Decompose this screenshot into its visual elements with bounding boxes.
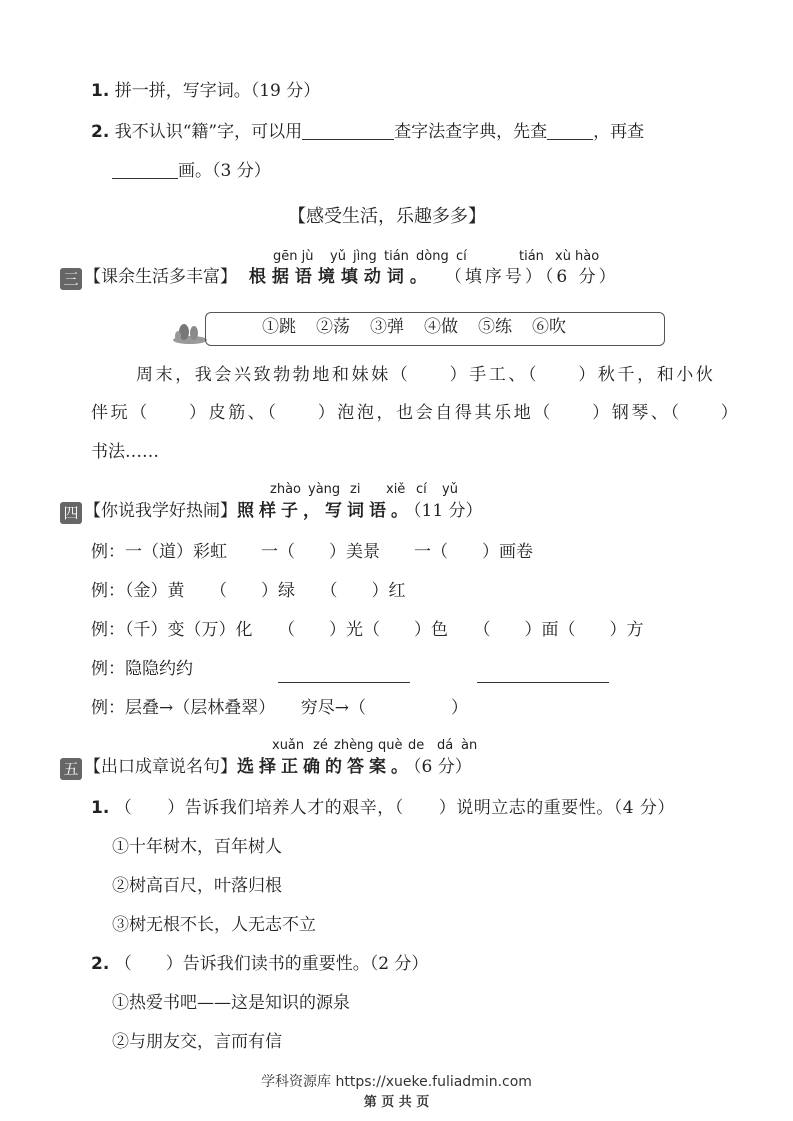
pinyin: cí [416,482,427,497]
answer-option: ③树无根不长，人无志不立 [112,915,316,935]
pinyin: zi [350,482,361,497]
section-number: 四 [60,502,82,524]
question-number: 2. [91,122,110,142]
section-5-header [60,758,472,780]
answer-option: ②树高百尺，叶落归根 [112,876,282,896]
answer-option: ①十年树木，百年树人 [112,837,282,857]
footer-source: 学科资源库 https://xueke.fuliadmin.com [261,1074,532,1090]
pinyin: yǔ [330,249,346,264]
answer-blank[interactable] [547,123,593,140]
pinyin: xuǎn [272,738,305,753]
pinyin: àn [461,738,478,753]
section-banner: 【感受生活，乐趣多多】 [288,206,486,227]
pinyin: dòng [416,249,449,264]
section-tag: 【出口成章说名句】 [84,757,237,777]
question-text: ，再查 [593,122,645,142]
section-title: 照样子，写词语。 [237,501,413,521]
section-title: 选择正确的答案。 [237,757,413,777]
question-2-cont [112,162,271,180]
question-2 [91,956,428,973]
example-row: 例：隐隐约约 [91,659,193,679]
word-option: ⑤练 [478,317,512,337]
pinyin: yàng [308,482,341,497]
pinyin: de [408,738,425,753]
section-number: 五 [60,758,82,780]
pinyin: xù [555,249,571,264]
question-text: （ ）告诉我们读书的重要性。（2 分） [114,954,429,974]
question-number: 1. [91,798,110,818]
word-option: ①跳 [262,317,296,337]
pinyin: zé [313,738,328,753]
question-text: 画。（3 分） [178,161,271,181]
word-option: ③弹 [370,317,404,337]
pinyin: dá [437,738,454,753]
grass-decoration-icon [172,322,208,344]
answer-blank[interactable] [112,162,178,179]
question-1 [91,83,320,100]
pinyin: yǔ [442,482,458,497]
question-text: 我不认识“籍”字，可以用 [114,122,303,142]
example-row: 例：（千）变（万）化 （ ）光（ ）色 （ ）面（ ）方 [91,620,644,640]
pinyin: zhèng [334,738,374,753]
answer-option: ①热爱书吧——这是知识的源泉 [112,993,350,1013]
section-number: 三 [60,268,82,290]
answer-blank[interactable] [278,666,410,683]
word-option: ②荡 [316,317,350,337]
paragraph-line: 伴玩（ ）皮筋、（ ）泡泡，也会自得其乐地（ ）钢琴、（ ） [91,403,741,423]
pinyin: tián [384,249,409,264]
section-title: 根据语境填动词。 [248,267,433,287]
question-text: 查字法查字典，先查 [394,122,548,142]
answer-blank[interactable] [302,123,394,140]
section-4-header [60,502,483,524]
question-number: 1. [91,81,110,101]
answer-blank[interactable] [477,666,609,683]
section-score: （6 分） [413,757,472,777]
page-number: 第 页 共 页 [363,1095,430,1110]
section-3-header [60,268,619,290]
word-bank [262,319,566,336]
paragraph-line: 周末，我会兴致勃勃地和妹妹（ ）手工、（ ）秋千，和小伙 [136,365,716,385]
question-2 [91,123,644,141]
section-score: （填序号）（6 分） [444,267,619,287]
example-row: 例：一（道）彩虹 一（ ）美景 一（ ）画卷 [91,542,533,562]
question-number: 2. [91,954,110,974]
section-tag: 【你说我学好热闹】 [84,501,237,521]
question-text: 拼一拼，写字词。（19 分） [114,81,321,101]
pinyin: zhào [270,482,301,497]
example-row: 例：层叠→（层林叠翠） 穷尽→（ ） [91,698,468,718]
section-score: （11 分） [413,501,483,521]
pinyin: gēn jù [273,249,314,264]
answer-option: ②与朋友交，言而有信 [112,1032,282,1052]
pinyin: què [378,738,403,753]
word-option: ⑥吹 [532,317,566,337]
pinyin: jìng [353,249,377,264]
section-tag: 【课余生活多丰富】 [84,267,237,287]
pinyin: xiě [386,482,406,497]
example-row: 例：（金）黄 （ ）绿 （ ）红 [91,581,406,601]
word-option: ④做 [424,317,458,337]
question-1 [91,800,675,817]
pinyin: hào [575,249,600,264]
question-text: （ ）告诉我们培养人才的艰辛，（ ）说明立志的重要性。（4 分） [114,798,675,818]
pinyin: cí [456,249,467,264]
pinyin: tián [519,249,544,264]
paragraph-line: 书法…… [91,442,159,462]
